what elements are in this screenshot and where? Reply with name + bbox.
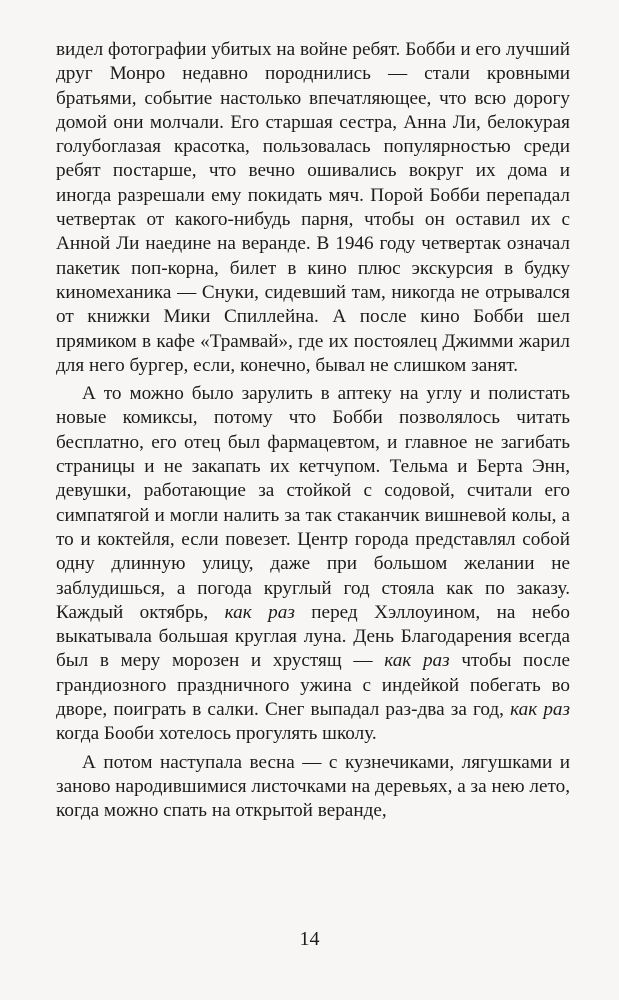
text-run: А то можно было зарулить в аптеку на углу и полистать новые комиксы, потому что Бобби позволялось читать бесплатно, его отец был фармацевтом, и главное не загибать страницы и не закапать их кетчупом. Тельма и Берта Энн, девушки, работающие за стойкой с содовой, считали его симпатягой и могли налить за так стаканчик вишневой колы, а то и коктейля, если повезет. Центр города представлял собой одну длинную улицу, даже при большом желании не заблудишься, а погода круглый год стояла как по заказу. Каждый октябрь, xyxy=(56,383,570,623)
text-run: А потом наступала весна — с кузнечиками, лягушками и заново народившимися листочками на деревьях, а за нею лето, когда можно спать на открытой веранде, xyxy=(56,751,570,822)
page-body-text xyxy=(56,38,570,824)
text-run: когда Бооби хотелось прогулять школу. xyxy=(56,723,377,745)
text-run: чтобы после грандиозного праздничного ужина с индейкой побегать во дворе, поиграть в салки. Снег выпадал раз-два за год, xyxy=(56,650,570,721)
paragraph-2 xyxy=(56,382,570,746)
italic-text-run: как раз xyxy=(224,601,295,623)
italic-text-run: как раз xyxy=(384,650,450,672)
text-run: видел фотографии убитых на войне ребят. Бобби и его лучший друг Монро недавно породнились — стали кровными братьями, событие настолько впечатляющее, что всю дорогу домой они молчали. Его старшая сестра, Анна Ли, белокурая голубоглазая красотка, пользовалась популярностью среди ребят постарше, что вечно ошивались вокруг их дома и иногда разрешали ему покидать мяч. Порой Бобби перепадал четвертак от какого-нибудь парня, чтобы он оставил их с Анной Ли наедине на веранде. В 1946 году четвертак означал пакетик поп-корна, билет в кино плюс экскурсия в будку киномеханика — Снуки, сидевший там, никогда не отрывался от книжки Мики Спиллейна. А после кино Бобби шел прямиком в кафе «Трамвай», где их постоялец Джимми жарил для него бургер, если, конечно, бывал не слишком занят. xyxy=(56,39,570,376)
paragraph-1 xyxy=(56,38,570,378)
page-number: 14 xyxy=(299,928,320,950)
text-run: перед Хэллоуином, на небо выкатывала большая круглая луна. День Благодарения всегда был в меру морозен и хрустящ — xyxy=(56,601,570,672)
italic-text-run: как раз xyxy=(510,699,570,721)
paragraph-3 xyxy=(56,751,570,824)
